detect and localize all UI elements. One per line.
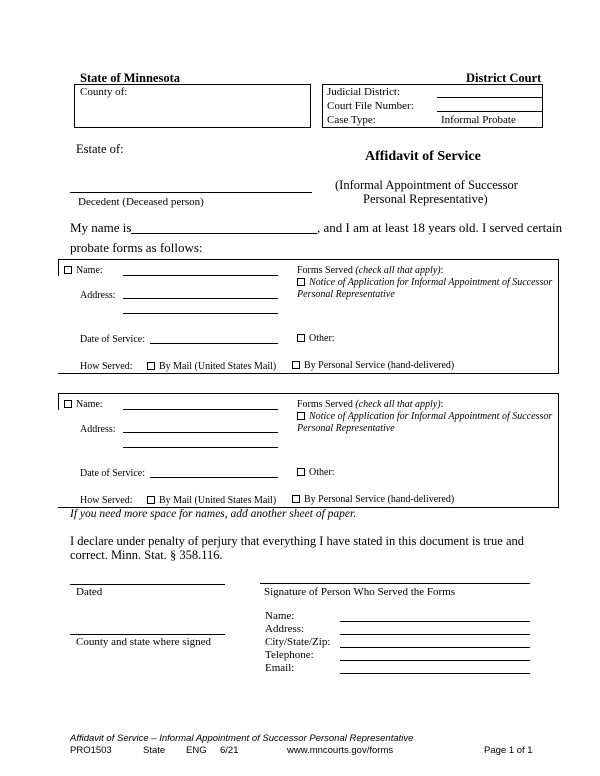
county-signed-field[interactable] (70, 634, 225, 635)
service1-personal-checkbox[interactable] (292, 361, 300, 369)
service2-notice-option[interactable]: Notice of Application for Informal Appointment of Successor (297, 411, 552, 422)
form-subtitle-line2: Personal Representative) (363, 192, 488, 206)
footer-website-link[interactable]: www.mncourts.gov/forms (287, 745, 394, 756)
service1-notice-option[interactable]: Notice of Application for Informal Appointment of Successor (297, 277, 552, 288)
footer-scope: State (143, 745, 166, 756)
form-title: Affidavit of Service (365, 149, 481, 164)
form-subtitle-line1: (Informal Appointment of Successor (335, 178, 518, 192)
signer-city-label: City/State/Zip: (265, 636, 331, 648)
intro-name-prefix: My name is (70, 220, 132, 235)
service1-other-option[interactable]: Other: (297, 333, 335, 344)
decedent-name-field[interactable] (70, 192, 312, 193)
footer-page-number: Page 1 of 1 (484, 745, 533, 756)
service2-address-field2[interactable] (123, 447, 278, 448)
court-file-number-label: Court File Number: (327, 100, 414, 112)
court-file-number-field[interactable] (437, 111, 543, 112)
service2-notice-line2: Personal Representative (297, 423, 395, 434)
signer-telephone-field[interactable] (340, 660, 530, 661)
service2-mail-checkbox[interactable] (147, 496, 155, 504)
county-label: County of: (80, 86, 128, 98)
service2-address-field1[interactable] (123, 432, 278, 433)
service2-other-checkbox[interactable] (297, 468, 305, 476)
service1-address-field2[interactable] (123, 313, 278, 314)
decedent-label: Decedent (Deceased person) (78, 196, 204, 208)
server-name-field[interactable] (131, 233, 317, 234)
service1-how-label: How Served: (80, 361, 133, 372)
service2-name-label: Name: (76, 399, 103, 410)
service2-notice-checkbox[interactable] (297, 412, 305, 420)
service1-other-checkbox[interactable] (297, 334, 305, 342)
dated-label: Dated (76, 586, 103, 598)
service1-forms-heading: Forms Served (check all that apply): (297, 265, 444, 276)
signer-email-field[interactable] (340, 673, 530, 674)
more-space-note: If you need more space for names, add another sheet of paper. (70, 508, 357, 520)
footer-form-code: PRO1503 (70, 745, 112, 756)
footer-revision: 6/21 (220, 745, 239, 756)
county-box[interactable] (74, 84, 311, 128)
service2-other-option[interactable]: Other: (297, 467, 335, 478)
service1-notice-line2: Personal Representative (297, 289, 395, 300)
service2-mail-option[interactable]: By Mail (United States Mail) (147, 495, 276, 506)
signer-name-field[interactable] (340, 621, 530, 622)
service1-address-label: Address: (80, 290, 116, 301)
signer-address-field[interactable] (340, 634, 530, 635)
service2-name-field[interactable] (123, 409, 278, 410)
service2-recipient (64, 399, 103, 410)
service2-personal-option[interactable]: By Personal Service (hand-delivered) (292, 494, 454, 505)
service1-date-label: Date of Service: (80, 334, 145, 345)
signer-address-label: Address: (265, 623, 305, 635)
footer-form-title: Affidavit of Service – Informal Appointment of Successor Personal Representative (70, 733, 414, 744)
service2-address-label: Address: (80, 424, 116, 435)
service1-name-field[interactable] (123, 275, 278, 276)
estate-label: Estate of: (76, 142, 124, 156)
signature-field[interactable] (260, 583, 530, 584)
footer-language: ENG (186, 745, 207, 756)
case-type-label: Case Type: (327, 114, 376, 126)
intro-age-statement: , and I am at least 18 years old. I served certain (317, 220, 563, 235)
signer-email-label: Email: (265, 662, 295, 674)
signature-label: Signature of Person Who Served the Forms (264, 586, 456, 598)
judicial-district-label: Judicial District: (327, 86, 401, 98)
service1-personal-option[interactable]: By Personal Service (hand-delivered) (292, 360, 454, 371)
service1-select-checkbox[interactable] (64, 266, 72, 274)
case-info-box (322, 84, 543, 128)
intro-line2: probate forms as follows: (70, 240, 203, 255)
signer-name-label: Name: (265, 610, 295, 622)
service2-forms-heading: Forms Served (check all that apply): (297, 399, 444, 410)
signer-telephone-label: Telephone: (265, 649, 314, 661)
service2-how-label: How Served: (80, 495, 133, 506)
service1-mail-option[interactable]: By Mail (United States Mail) (147, 361, 276, 372)
service2-select-checkbox[interactable] (64, 400, 72, 408)
declaration-line2: correct. Minn. Stat. § 358.116. (70, 548, 223, 562)
service1-recipient (64, 265, 103, 276)
service2-date-label: Date of Service: (80, 468, 145, 479)
service1-name-label: Name: (76, 265, 103, 276)
service2-date-field[interactable] (150, 477, 278, 478)
service2-personal-checkbox[interactable] (292, 495, 300, 503)
service1-address-field1[interactable] (123, 298, 278, 299)
case-type-value: Informal Probate (441, 114, 516, 126)
state-heading: State of Minnesota (80, 71, 180, 85)
service1-date-field[interactable] (150, 343, 278, 344)
judicial-district-field[interactable] (437, 97, 543, 98)
service1-mail-checkbox[interactable] (147, 362, 155, 370)
service1-notice-checkbox[interactable] (297, 278, 305, 286)
dated-field[interactable] (70, 584, 225, 585)
court-heading: District Court (466, 71, 542, 85)
signer-city-field[interactable] (340, 647, 530, 648)
declaration-line1: I declare under penalty of perjury that everything I have stated in this document is true and (70, 534, 525, 548)
county-signed-label: County and state where signed (76, 636, 212, 648)
